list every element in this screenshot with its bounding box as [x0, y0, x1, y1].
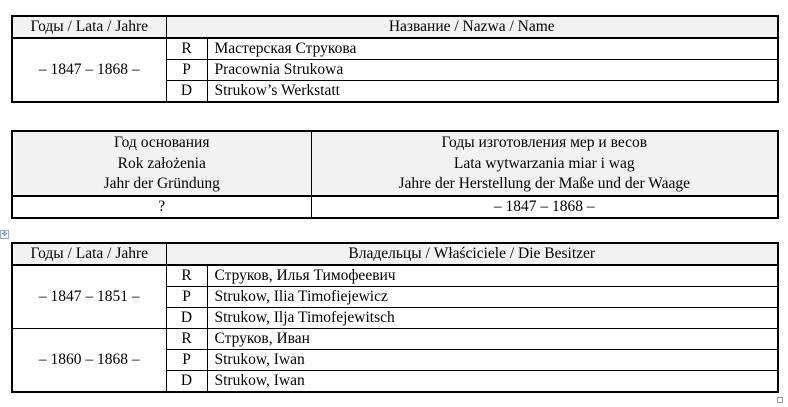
owner-value: Strukow, Ilia Timofiejewicz	[207, 287, 778, 308]
founding-header-line: Rok założenia	[117, 154, 206, 172]
founding-year-header	[12, 131, 311, 196]
owners-table	[11, 242, 779, 393]
lang-code: P	[166, 350, 207, 371]
lang-code: R	[166, 265, 207, 287]
production-header-line: Lata wytwarzania miar i wag	[453, 154, 635, 172]
period-cell: – 1860 – 1868 –	[12, 329, 166, 393]
production-header-line: Годы изготовления мер и весов	[441, 134, 648, 151]
name-value: Pracownia Strukowa	[207, 60, 778, 81]
lang-code: P	[166, 287, 207, 308]
owner-value: Strukow, Ilja Timofejewitsch	[207, 308, 778, 329]
workshop-name-table	[11, 15, 779, 103]
owner-value: Струков, Илья Тимофеевич	[207, 265, 778, 287]
years-header: Годы / Lata / Jahre	[12, 16, 166, 38]
founding-year-value: ?	[12, 196, 311, 218]
founding-header-line: Jahr der Gründung	[103, 175, 220, 192]
owner-value: Strukow, Iwan	[207, 350, 778, 371]
owners-header: Владельцы / Właściciele / Die Besitzer	[166, 243, 778, 265]
production-years-value: – 1847 – 1868 –	[311, 196, 778, 218]
table-resize-handle[interactable]	[777, 397, 783, 403]
owner-value: Струков, Иван	[207, 329, 778, 350]
table-move-handle-icon[interactable]: ✥	[1, 230, 8, 238]
lang-code: P	[166, 60, 207, 81]
name-value: Мастерская Струкова	[207, 38, 778, 60]
lang-code: R	[166, 329, 207, 350]
period-cell: – 1847 – 1851 –	[12, 265, 166, 329]
lang-code: R	[166, 38, 207, 60]
lang-code: D	[166, 371, 207, 393]
production-years-header	[311, 131, 778, 196]
period-cell: – 1847 – 1868 –	[12, 38, 166, 102]
founding-header-line: Год основания	[114, 134, 210, 151]
production-header-line: Jahre der Herstellung der Maße und der Waage	[398, 175, 691, 192]
founding-production-table	[11, 130, 779, 219]
owner-value: Strukow, Iwan	[207, 371, 778, 393]
name-header: Название / Nazwa / Name	[166, 16, 778, 38]
name-value: Strukow’s Werkstatt	[207, 81, 778, 103]
lang-code: D	[166, 81, 207, 103]
lang-code: D	[166, 308, 207, 329]
years-header: Годы / Lata / Jahre	[12, 243, 166, 265]
